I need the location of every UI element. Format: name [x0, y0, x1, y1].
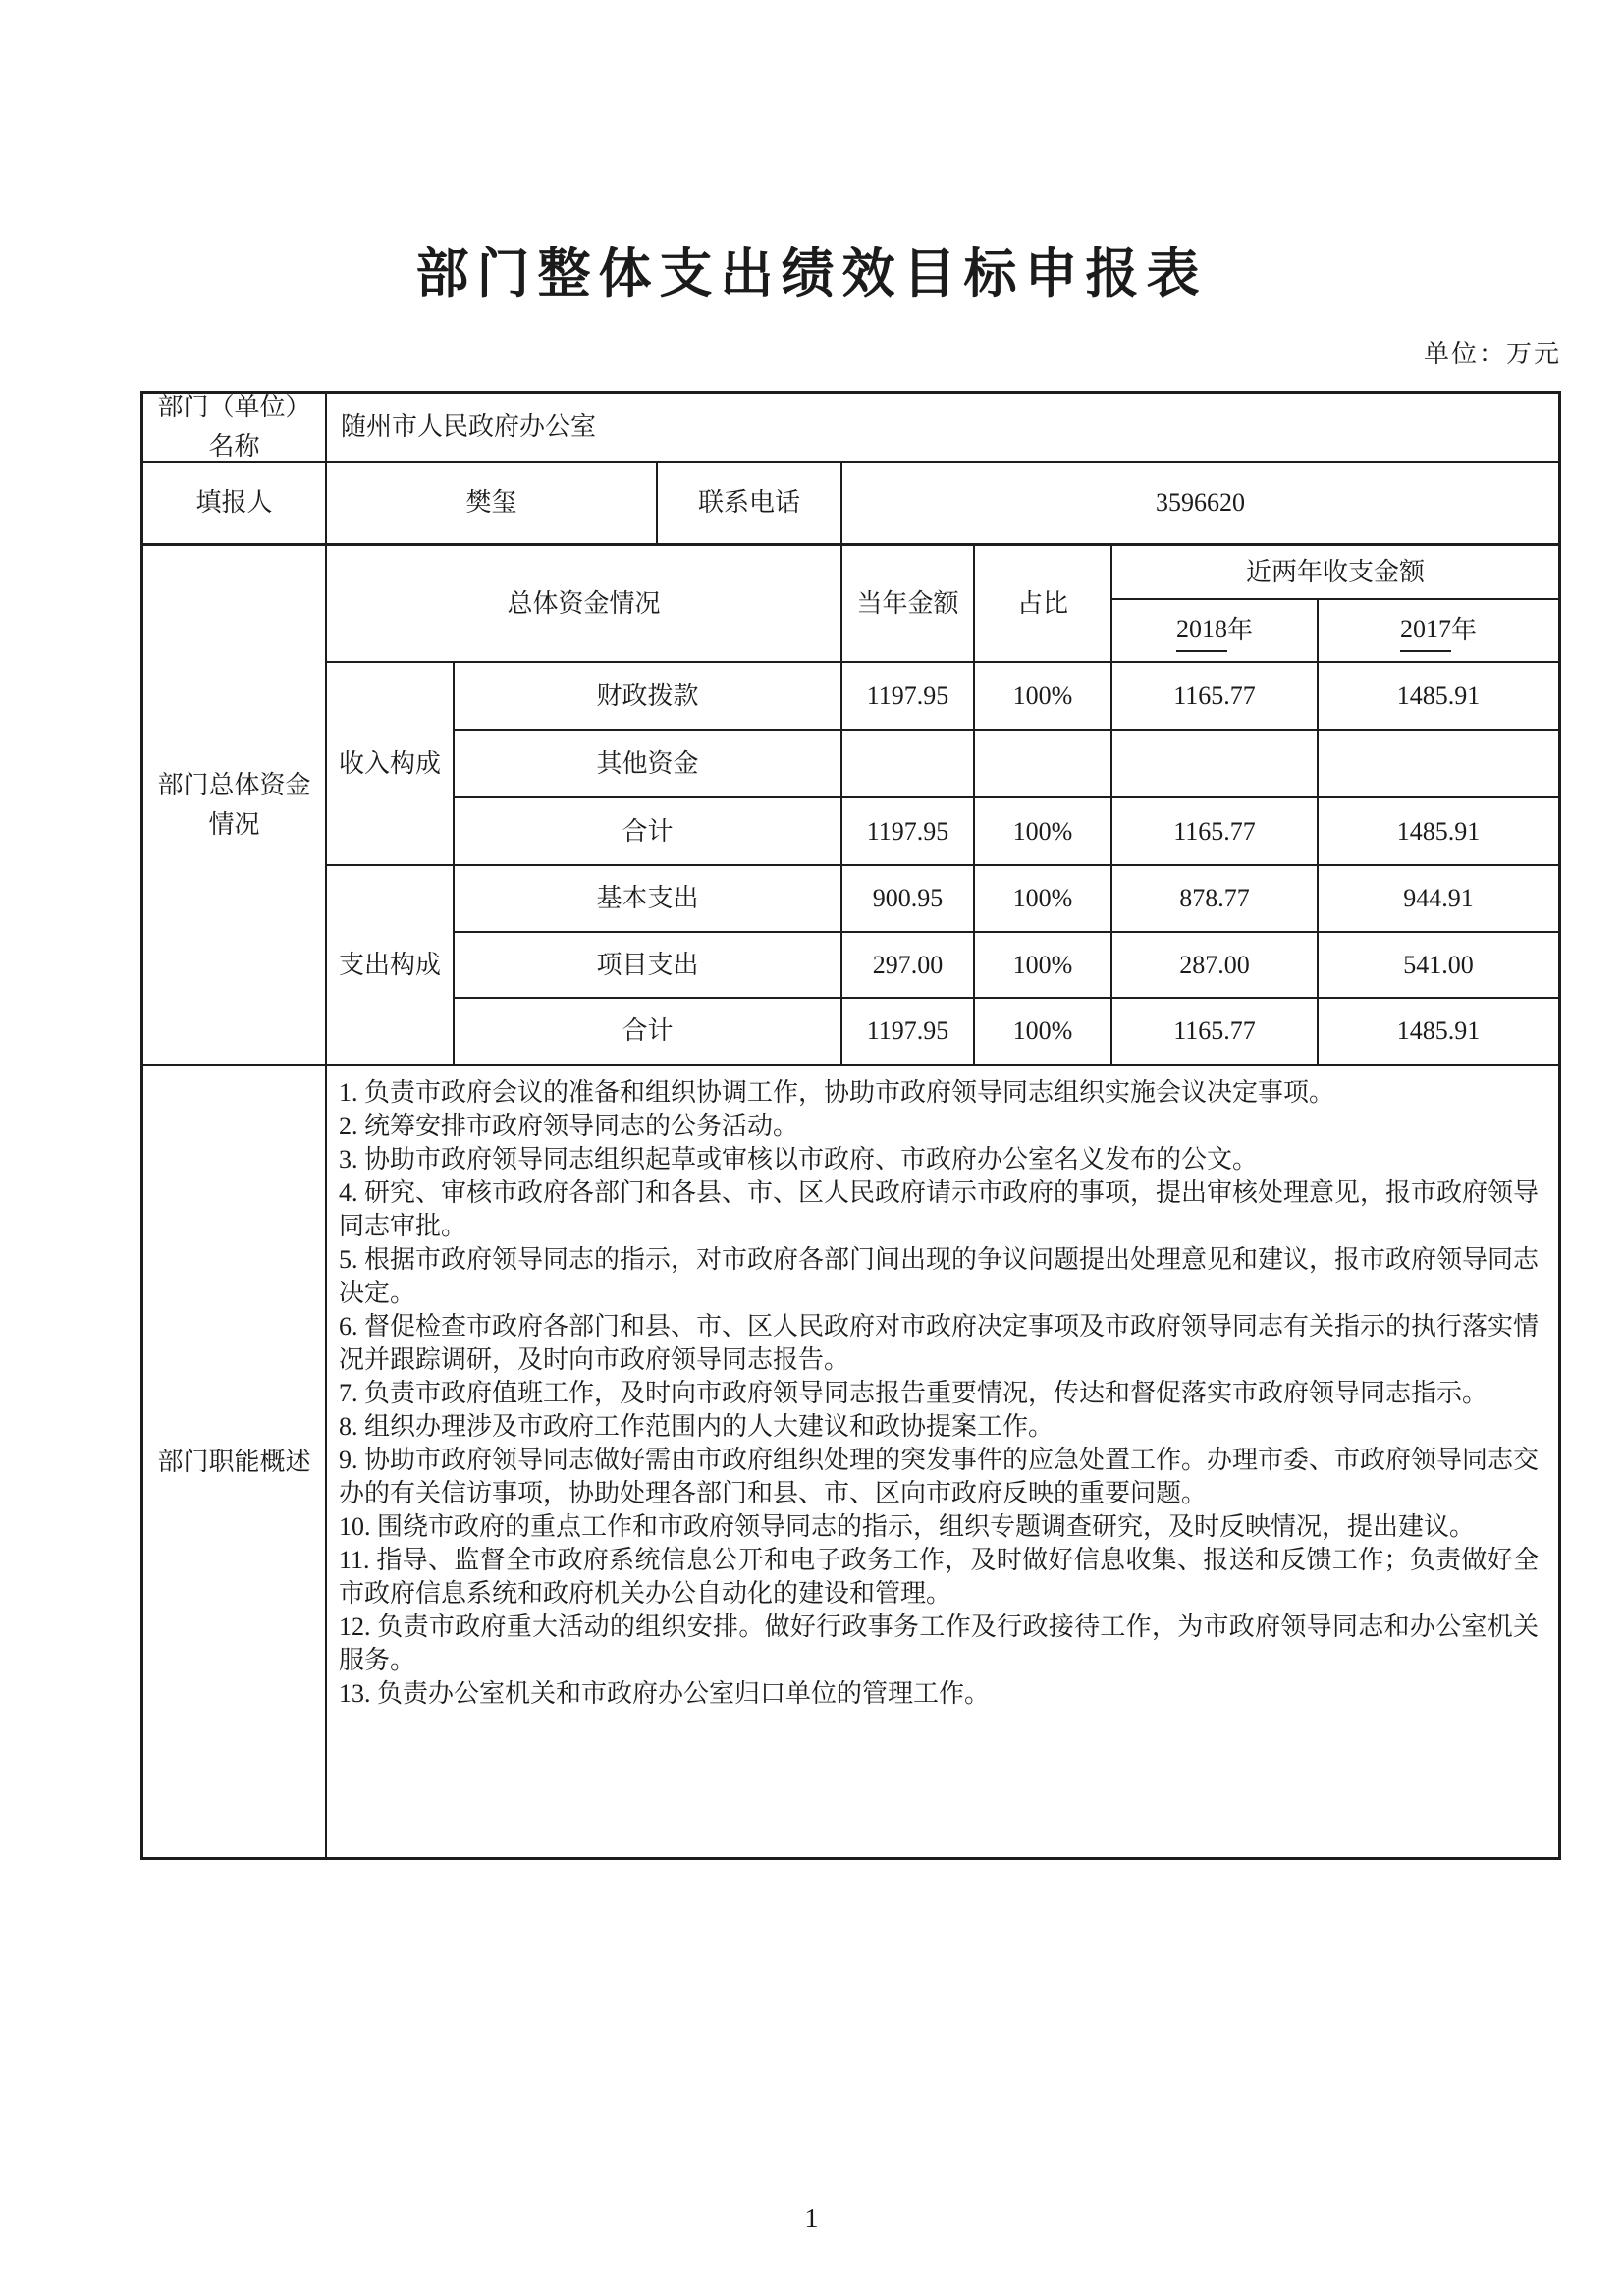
year-2017-header	[1319, 600, 1558, 661]
row-ratio	[975, 731, 1112, 796]
row-2018: 1165.77	[1112, 999, 1319, 1064]
row-amount: 297.00	[842, 933, 975, 998]
row-ratio: 100%	[975, 933, 1112, 998]
function-item: 4. 研究、审核市政府各部门和各县、市、区人民政府请示市政府的事项，提出审核处理意见，报市政府领导同志审批。	[339, 1178, 1540, 1240]
row-ratio: 100%	[975, 663, 1112, 729]
phone-label: 联系电话	[658, 463, 842, 543]
row-name: 合计	[455, 999, 842, 1064]
function-item: 13. 负责办公室机关和市政府办公室归口单位的管理工作。	[339, 1679, 991, 1708]
table-row	[455, 866, 1558, 933]
row-amount: 900.95	[842, 866, 975, 931]
row-2018	[1112, 731, 1319, 796]
function-item: 3. 协助市政府领导同志组织起草或审核以市政府、市政府办公室名义发布的公文。	[339, 1145, 1259, 1174]
table-row	[455, 999, 1558, 1064]
years-subheader-row	[1112, 600, 1558, 661]
row-2017: 1485.91	[1396, 1016, 1481, 1046]
row-2017: 944.91	[1403, 883, 1474, 912]
income-rows	[455, 663, 1558, 864]
page-number: 1	[804, 2204, 819, 2234]
row-2017	[1319, 731, 1558, 796]
funding-section	[143, 546, 1558, 1066]
row-amount: 1197.95	[842, 798, 975, 864]
row-ratio: 100%	[975, 999, 1112, 1064]
expense-group	[327, 866, 1558, 1064]
dept-name-row	[143, 394, 1558, 463]
function-item: 12. 负责市政府重大活动的组织安排。做好行政事务工作及行政接待工作，为市政府领导同志和办公室机关服务。	[339, 1613, 1539, 1674]
row-name: 项目支出	[455, 933, 842, 998]
expense-group-label: 支出构成	[327, 866, 455, 1064]
row-amount: 1197.95	[842, 663, 975, 729]
recent-years-header	[1112, 546, 1558, 661]
row-amount: 1197.95	[842, 999, 975, 1064]
table-row	[455, 663, 1558, 731]
unit-note: 单位：万元	[1423, 340, 1561, 368]
income-group	[327, 663, 1558, 866]
function-item: 9. 协助市政府领导同志做好需由市政府组织处理的突发事件的应急处置工作。办理市委、市政府领导同志交办的有关信访事项，协助处理各部门和县、市、区向市政府反映的重要问题。	[339, 1446, 1540, 1507]
row-name: 基本支出	[455, 866, 842, 931]
function-item: 2. 统筹安排市政府领导同志的公务活动。	[339, 1112, 799, 1140]
function-item: 10. 围绕市政府的重点工作和市政府领导同志的指示，组织专题调查研究，及时反映情况，提出建议。	[339, 1512, 1476, 1541]
phone-value: 3596620	[1156, 488, 1245, 517]
funding-section-label: 部门总体资金情况	[143, 546, 327, 1064]
function-item: 5. 根据市政府领导同志的指示，对市政府各部门间出现的争议问题提出处理意见和建议，报市政府领导同志决定。	[339, 1245, 1540, 1307]
reporter-value: 樊玺	[327, 463, 658, 543]
year-2018-text: 2018	[1176, 610, 1227, 652]
table-row	[455, 798, 1558, 864]
row-2018: 1165.77	[1112, 798, 1319, 864]
row-2017: 1485.91	[1396, 681, 1481, 710]
row-ratio: 100%	[975, 866, 1112, 931]
year-2018-header	[1112, 600, 1319, 661]
dept-name-value: 随州市人民政府办公室	[341, 412, 597, 441]
function-item: 1. 负责市政府会议的准备和组织协调工作，协助市政府领导同志组织实施会议决定事项。	[339, 1078, 1335, 1107]
year-2017-text: 2017	[1400, 610, 1451, 652]
overall-funds-header: 总体资金情况	[327, 546, 842, 661]
row-2018: 878.77	[1112, 866, 1319, 931]
row-2018: 287.00	[1112, 933, 1319, 998]
row-2018: 1165.77	[1112, 663, 1319, 729]
row-amount	[842, 731, 975, 796]
page-title: 部门整体支出绩效目标申报表	[415, 245, 1208, 303]
table-row	[455, 731, 1558, 798]
year-suffix: 年	[1226, 616, 1253, 644]
functions-section-label: 部门职能概述	[143, 1066, 327, 1857]
row-name: 合计	[455, 798, 842, 864]
table-row	[455, 933, 1558, 1000]
function-item: 8. 组织办理涉及市政府工作范围内的人大建议和政协提案工作。	[339, 1412, 1055, 1441]
funding-header-row	[327, 546, 1558, 663]
function-item: 11. 指导、监督全市政府系统信息公开和电子政务工作，及时做好信息收集、报送和反馈工作；负责做好全市政府信息系统和政府机关办公自动化的建设和管理。	[339, 1546, 1539, 1608]
ratio-header: 占比	[975, 546, 1112, 661]
functions-section	[143, 1066, 1558, 1857]
reporter-label: 填报人	[143, 463, 327, 543]
row-2017: 541.00	[1403, 950, 1474, 979]
dept-name-label: 部门（单位）名称	[143, 394, 327, 461]
row-ratio: 100%	[975, 798, 1112, 864]
reporter-row	[143, 463, 1558, 546]
row-name: 财政拨款	[455, 663, 842, 729]
row-2017: 1485.91	[1396, 816, 1481, 846]
current-amount-header: 当年金额	[842, 546, 975, 661]
recent-two-years-label: 近两年收支金额	[1112, 546, 1558, 600]
functions-text	[327, 1066, 1558, 1857]
funding-grid	[327, 546, 1558, 1064]
declaration-form-table	[140, 391, 1561, 1860]
function-item: 6. 督促检查市政府各部门和县、市、区人民政府对市政府决定事项及市政府领导同志有关指示的执行落实情况并跟踪调研，及时向市政府领导同志报告。	[339, 1312, 1540, 1374]
row-name: 其他资金	[455, 731, 842, 796]
year-suffix: 年	[1450, 616, 1477, 644]
function-item: 7. 负责市政府值班工作，及时向市政府领导同志报告重要情况，传达和督促落实市政府领导同志指示。	[339, 1379, 1488, 1407]
expense-rows	[455, 866, 1558, 1064]
income-group-label: 收入构成	[327, 663, 455, 864]
